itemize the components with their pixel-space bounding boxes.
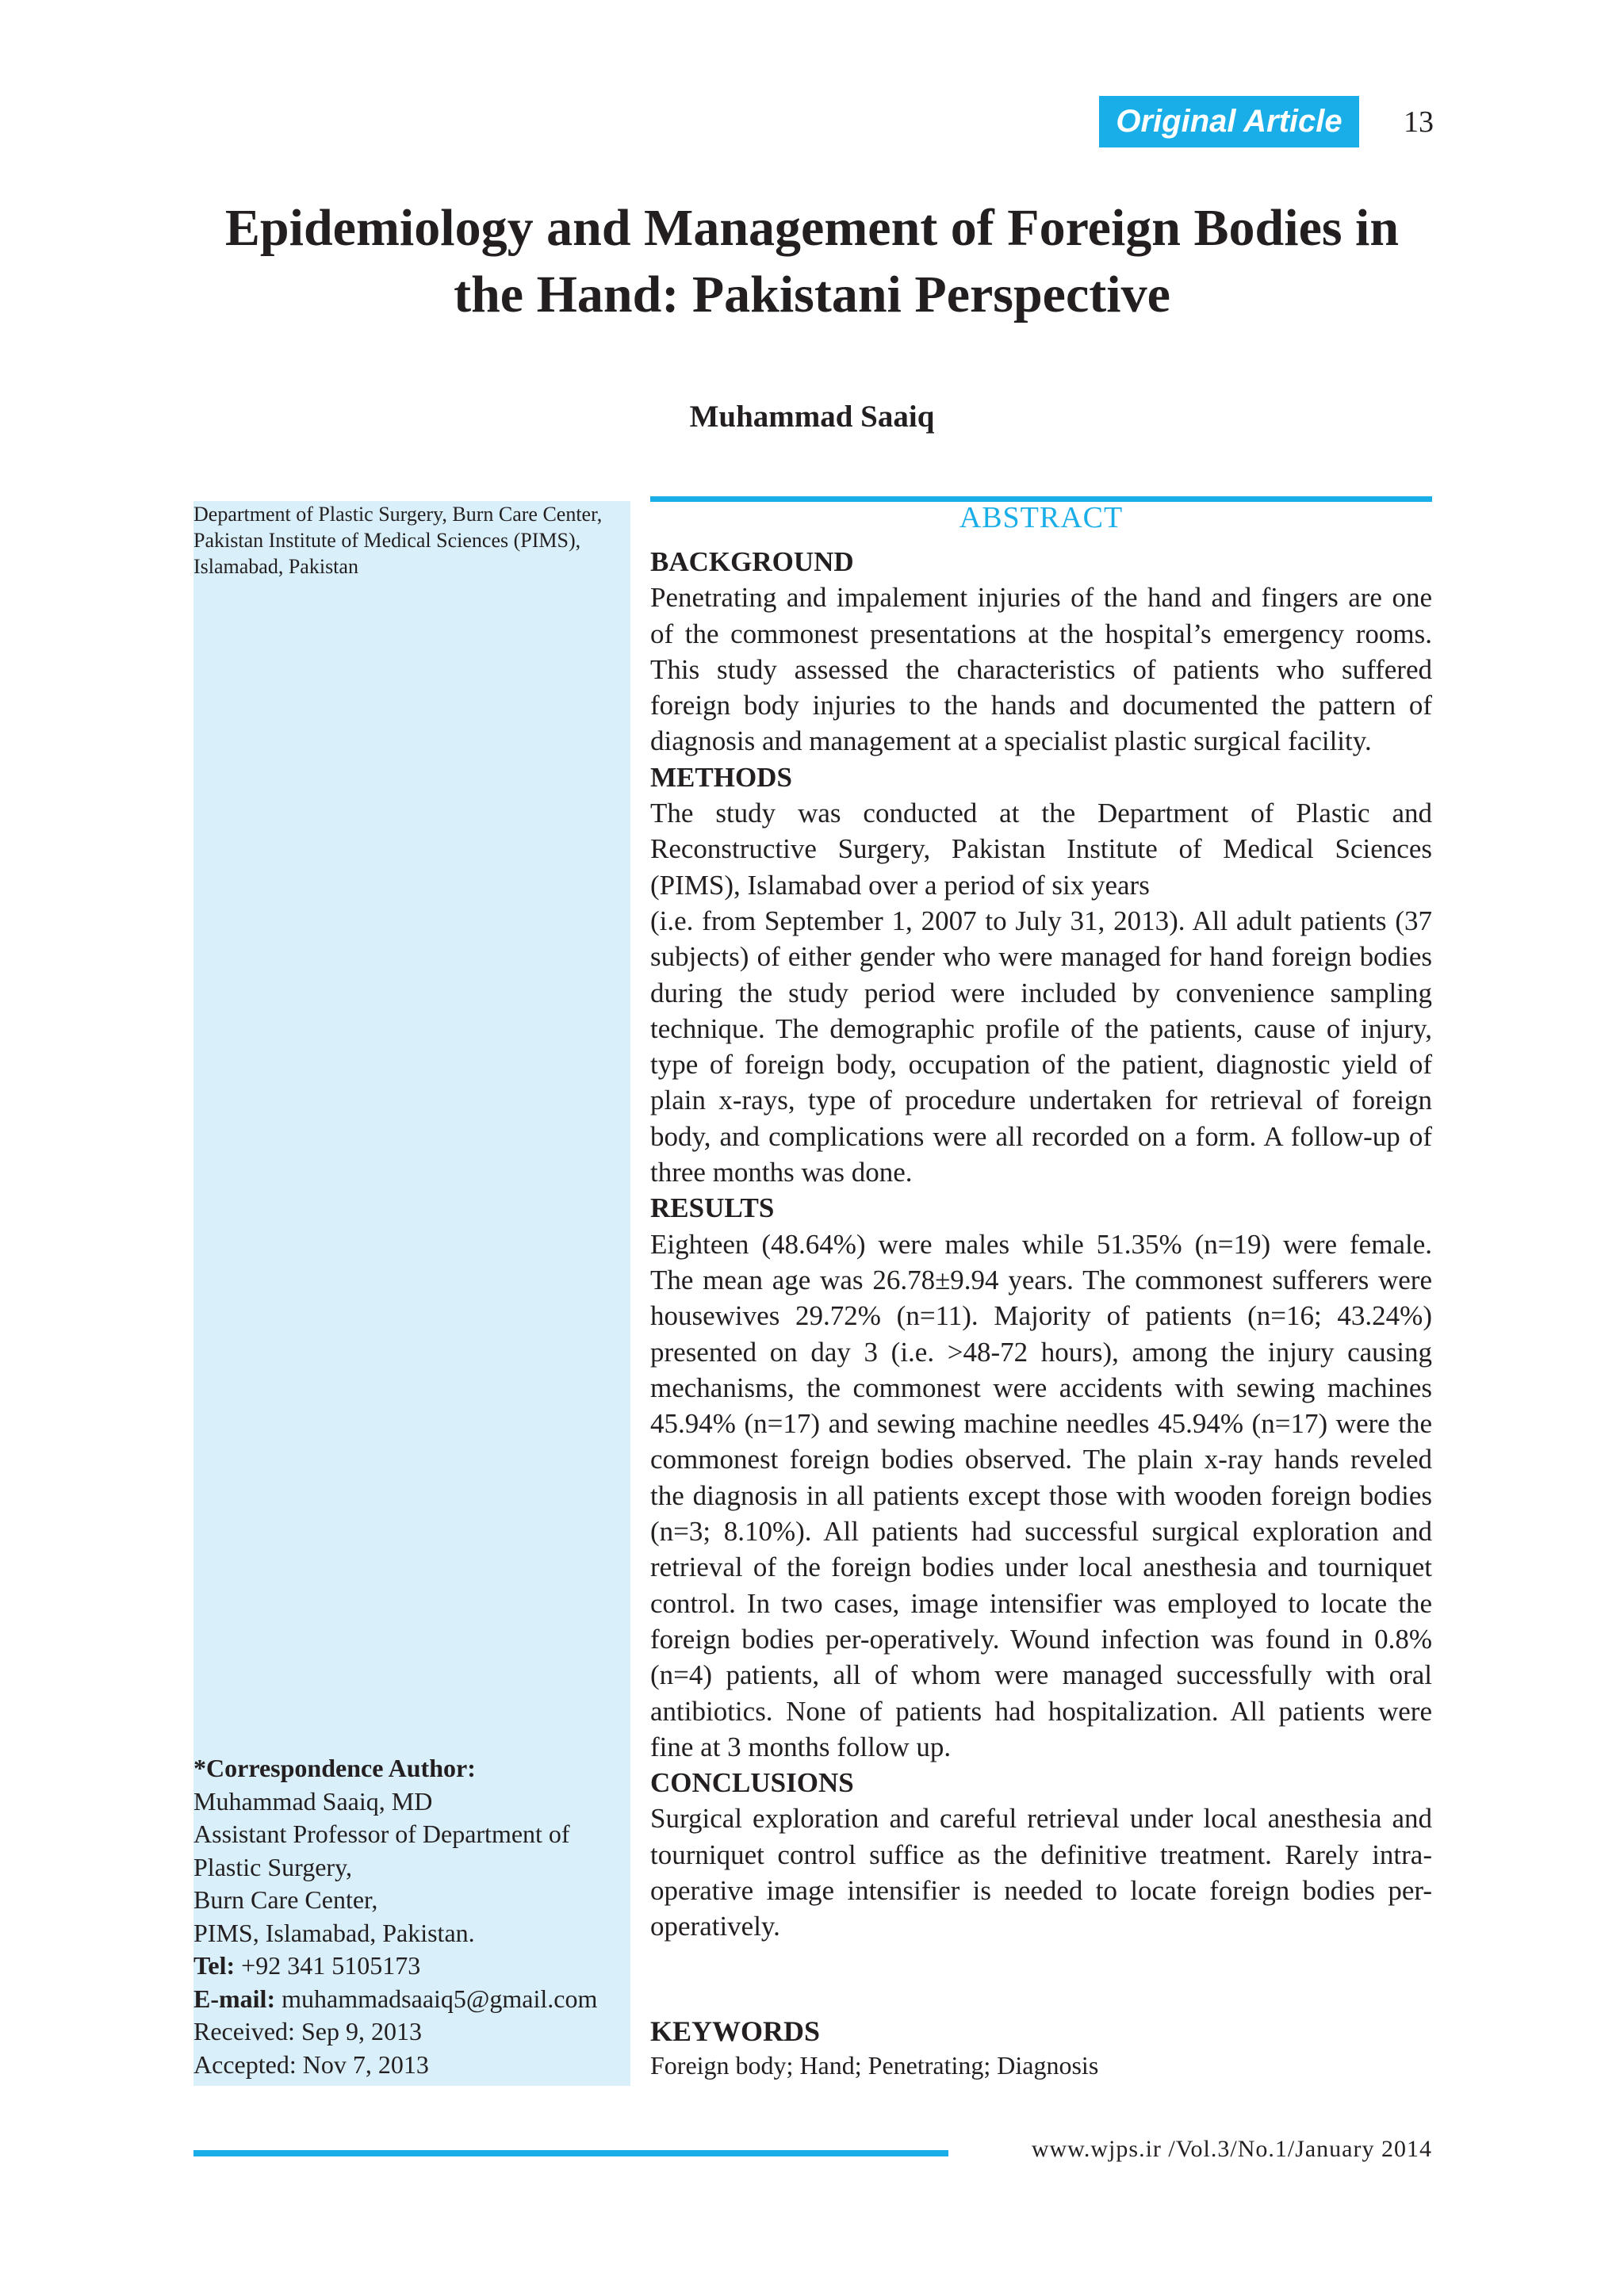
correspondence-line: Assistant Professor of Department of <box>193 1820 570 1848</box>
email-label: E-mail: <box>193 1984 276 2013</box>
background-heading: BACKGROUND <box>650 546 854 577</box>
methods-text-continued: (i.e. from September 1, 2007 to July 31, 2013). All adult patients (37 subjects) of either gender who were managed for hand foreign bodies during the study period were included by convenience sampling technique. The demographic profile of the patients, cause of injury, type of foreign body, occupation of the patient, diagnostic yield of plain x-rays, type of procedure undertaken for retrieval of foreign body, and complications were all recorded on a form. A follow-up of three months was done. <box>650 905 1432 1188</box>
sidebar-info-panel <box>193 501 630 2086</box>
methods-heading: METHODS <box>650 761 792 793</box>
page-number: 13 <box>1404 105 1434 139</box>
footer-journal-info: www.wjps.ir /Vol.3/No.1/January 2014 <box>1031 2136 1432 2162</box>
tel-value: +92 341 5105173 <box>235 1951 421 1980</box>
footer-rule <box>193 2150 948 2156</box>
correspondence-block <box>193 1752 669 2081</box>
conclusions-text: Surgical exploration and careful retrieval under local anesthesia and tourniquet control suffice as the definitive treatment. Rarely intra-operative image intensifier is needed to locate foreign bodies per-operatively. <box>650 1803 1432 1942</box>
correspondence-line: Burn Care Center, <box>193 1885 378 1914</box>
correspondence-heading: *Correspondence Author: <box>193 1754 476 1782</box>
tel-label: Tel: <box>193 1951 236 1980</box>
accepted-date: Accepted: Nov 7, 2013 <box>193 2049 429 2079</box>
received-date: Received: Sep 9, 2013 <box>193 2017 422 2045</box>
methods-text: The study was conducted at the Department of Plastic and Reconstructive Surgery, Pakistan Institute of Medical Sciences (PIMS), Islamabad over a period of six years <box>650 798 1432 901</box>
email-value[interactable]: muhammadsaaiq5@gmail.com <box>275 1984 598 2013</box>
affiliation-line: Islamabad, Pakistan <box>193 555 358 578</box>
keywords-heading: KEYWORDS <box>650 2015 821 2047</box>
article-type-badge: Original Article <box>1099 96 1359 147</box>
email <box>193 1983 669 2016</box>
affiliation-line: Pakistan Institute of Medical Sciences (PIMS), <box>193 529 581 552</box>
telephone <box>193 1950 669 1983</box>
abstract-body <box>650 544 1432 1945</box>
abstract-heading: ABSTRACT <box>959 501 1124 534</box>
title-line-1: Epidemiology and Management of Foreign Bodies in <box>224 199 1400 257</box>
affiliation <box>193 501 638 580</box>
conclusions-heading: CONCLUSIONS <box>650 1767 854 1799</box>
affiliation-line: Department of Plastic Surgery, Burn Care Center, <box>193 503 603 526</box>
article-title <box>143 195 1481 328</box>
correspondence-line: Muhammad Saaiq, MD <box>193 1786 433 1816</box>
results-text: Eighteen (48.64%) were males while 51.35% (n=19) were female. The mean age was 26.78±9.94 years. The commonest sufferers were housewives 29.72% (n=11). Majority of patients (n=16; 43.24%) presented on day 3 (i.e. >48-72 hours), among the injury causing mechanisms, the commonest were accidents with sewing machines 45.94% (n=17) and sewing machine needles 45.94% (n=17) were the commonest foreign bodies observed. The plain x-ray hands reveled the diagnosis in all patients except those with wooden foreign bodies (n=3; 8.10%). All patients had successful surgical exploration and retrieval of the foreign bodies under local anesthesia and tourniquet control. In two cases, image intensifier was employed to locate the foreign bodies per-operatively. Wound infection was found in 0.8% (n=4) patients, all of whom were managed successfully with oral antibiotics. None of patients had hospitalization. All patients were fine at 3 months follow up. <box>650 1228 1432 1762</box>
title-line-2: the Hand: Pakistani Perspective <box>454 266 1170 323</box>
correspondence-line: PIMS, Islamabad, Pakistan. <box>193 1918 475 1947</box>
results-heading: RESULTS <box>650 1192 775 1224</box>
keywords-text: Foreign body; Hand; Penetrating; Diagnosis <box>650 2051 1099 2080</box>
correspondence-line: Plastic Surgery, <box>193 1852 352 1881</box>
author-name: Muhammad Saaiq <box>689 400 935 434</box>
background-text: Penetrating and impalement injuries of the hand and fingers are one of the commonest presentations at the hospital’s emergency rooms. This study assessed the characteristics of patients who suffered foreign body injuries to the hands and documented the pattern of diagnosis and management at a specialist plastic surgical facility. <box>650 582 1432 757</box>
